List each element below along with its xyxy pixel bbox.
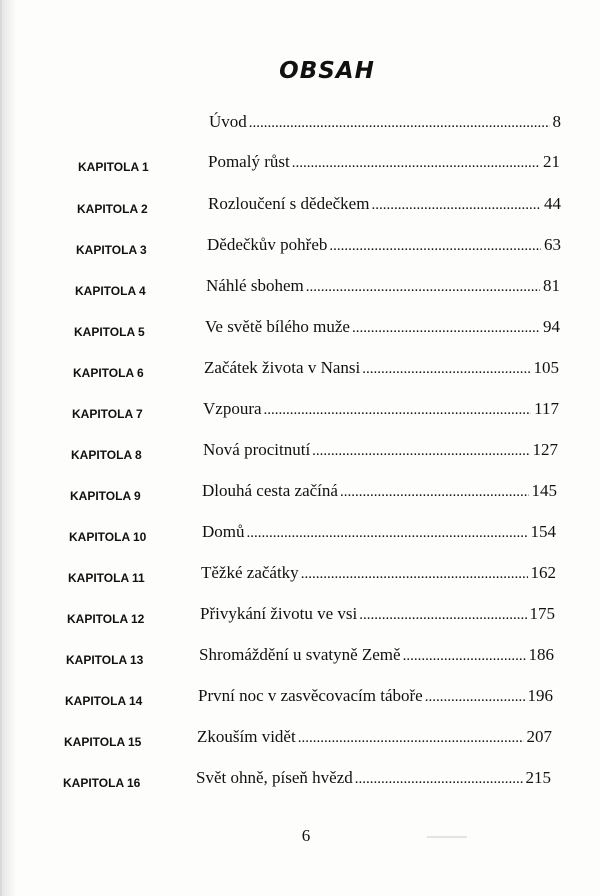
entry-page: 154 (530, 522, 556, 541)
entry-page: 175 (529, 604, 555, 623)
chapter-label: KAPITOLA 16 (63, 776, 141, 790)
chapter-label: KAPITOLA 14 (65, 694, 143, 708)
toc-entry (205, 317, 560, 345)
chapter-label: KAPITOLA 3 (76, 243, 147, 257)
leader-dots (362, 361, 530, 378)
chapter-label: KAPITOLA 10 (69, 530, 147, 544)
entry-title: První noc v zasvěcovacím táboře (198, 686, 423, 705)
chapter-label: KAPITOLA 9 (70, 489, 141, 503)
entry-page: 162 (530, 563, 556, 582)
chapter-label: KAPITOLA 11 (68, 571, 145, 585)
chapter-label: KAPITOLA 2 (77, 202, 148, 216)
page-title: OBSAH (279, 58, 375, 84)
leader-dots (264, 402, 532, 419)
toc-entry (204, 358, 559, 386)
toc-entry (202, 522, 556, 550)
scan-smudge (427, 836, 467, 838)
entry-title: Dědečkův pohřeb (207, 235, 328, 254)
toc-entry (199, 645, 554, 673)
leader-dots (301, 566, 528, 583)
toc-entry (196, 768, 551, 796)
entry-title: Rozloučení s dědečkem (208, 194, 370, 213)
entry-page: 21 (543, 152, 560, 171)
toc-entry (208, 152, 560, 180)
entry-page: 127 (532, 440, 558, 459)
entry-title: Úvod (209, 112, 247, 131)
entry-title: Svět ohně, píseň hvězd (196, 768, 353, 787)
chapter-label: KAPITOLA 15 (64, 735, 142, 749)
chapter-label: KAPITOLA 7 (72, 407, 143, 421)
entry-page: 105 (533, 358, 559, 377)
toc-entry (201, 563, 556, 591)
toc-entry (203, 399, 559, 427)
entry-page: 196 (527, 686, 553, 705)
entry-page: 63 (544, 235, 561, 254)
entry-page: 8 (552, 112, 561, 131)
scan-edge-shadow (2, 0, 16, 896)
entry-title: Ve světě bílého muže (205, 317, 350, 336)
page-number: 6 (301, 826, 311, 845)
toc-entry (207, 235, 561, 263)
leader-dots (249, 115, 550, 132)
toc-entry (197, 727, 552, 755)
leader-dots (425, 689, 525, 706)
toc-entry (208, 194, 561, 222)
entry-title: Zkouším vidět (197, 727, 296, 746)
toc-entry (200, 604, 555, 632)
leader-dots (355, 771, 523, 788)
toc-entry (198, 686, 553, 714)
entry-title: Náhlé sbohem (206, 276, 304, 295)
toc-entry (209, 112, 561, 140)
leader-dots (371, 197, 541, 214)
toc-entry (206, 276, 560, 304)
entry-title: Přivykání životu ve vsi (200, 604, 358, 623)
entry-page: 145 (531, 481, 557, 500)
leader-dots (359, 607, 526, 624)
leader-dots (352, 320, 540, 337)
entry-title: Dlouhá cesta začíná (202, 481, 338, 500)
entry-page: 44 (544, 194, 561, 213)
entry-page: 207 (526, 727, 552, 746)
entry-title: Nová procitnutí (203, 440, 311, 459)
toc-entry (202, 481, 557, 509)
entry-title: Pomalý růst (208, 152, 290, 171)
entry-page: 94 (543, 317, 560, 336)
leader-dots (329, 238, 541, 255)
chapter-label: KAPITOLA 1 (78, 160, 149, 174)
entry-title: Těžké začátky (201, 563, 299, 582)
leader-dots (298, 730, 524, 747)
chapter-label: KAPITOLA 12 (67, 612, 145, 626)
entry-title: Domů (202, 522, 245, 541)
chapter-label: KAPITOLA 13 (66, 653, 144, 667)
leader-dots (292, 155, 540, 172)
entry-page: 117 (534, 399, 559, 418)
entry-page: 81 (543, 276, 560, 295)
chapter-label: KAPITOLA 4 (75, 284, 146, 298)
leader-dots (403, 648, 526, 665)
chapter-label: KAPITOLA 5 (74, 325, 145, 339)
entry-title: Shromáždění u svatyně Země (199, 645, 401, 664)
chapter-label: KAPITOLA 6 (73, 366, 144, 380)
entry-title: Vzpoura (203, 399, 262, 418)
entry-title: Začátek života v Nansi (204, 358, 361, 377)
chapter-label: KAPITOLA 8 (71, 448, 142, 462)
entry-page: 215 (525, 768, 551, 787)
leader-dots (312, 443, 529, 460)
leader-dots (340, 484, 529, 501)
leader-dots (306, 279, 540, 296)
entry-page: 186 (528, 645, 554, 664)
toc-entry (203, 440, 558, 468)
leader-dots (247, 525, 528, 542)
